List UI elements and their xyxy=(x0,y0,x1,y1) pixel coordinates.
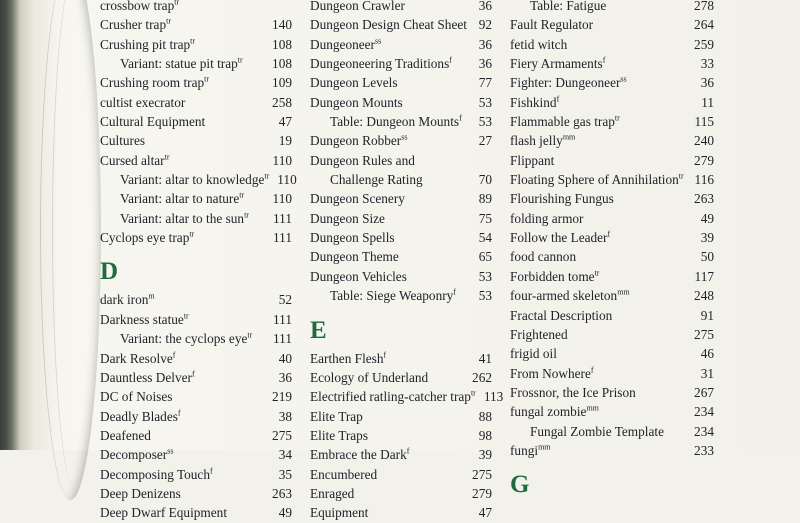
index-entry-page-number: 108 xyxy=(272,56,292,72)
index-entry-label: Variant: statue pit trap$^{tr}$ xyxy=(120,55,243,72)
index-entry-superscript: tr xyxy=(678,171,684,181)
index-entry[interactable] xyxy=(510,73,714,92)
index-entry-page-number: 34 xyxy=(278,447,292,463)
index-entry-page-number: 19 xyxy=(278,133,292,149)
index-entry[interactable] xyxy=(310,349,492,368)
index-entry[interactable] xyxy=(100,0,292,15)
index-entry-label: Deep Dwarf Equipment xyxy=(100,505,228,521)
index-entry-label: fetid witch xyxy=(510,36,568,52)
index-entry-page-number: 54 xyxy=(478,230,492,246)
index-entry-page-number: 234 xyxy=(694,423,714,439)
index-entry[interactable] xyxy=(100,426,292,445)
index-entry[interactable] xyxy=(100,54,292,73)
index-entry[interactable] xyxy=(310,387,504,406)
index-entry-label: Dark Resolve$^f$ xyxy=(100,350,176,366)
index-entry-label: Dungeon Robber$^{ss}$ xyxy=(310,132,408,149)
index-entry[interactable] xyxy=(100,310,292,329)
index-entry[interactable] xyxy=(510,286,714,305)
index-entry-label: Enraged xyxy=(310,485,355,501)
index-entry-label: Crushing pit trap$^{tr}$ xyxy=(100,36,196,52)
index-entry[interactable] xyxy=(510,364,714,383)
index-entry-label: Cultures xyxy=(100,133,146,149)
index-entry[interactable] xyxy=(310,426,492,445)
index-entry[interactable] xyxy=(310,209,492,228)
index-entry[interactable] xyxy=(510,344,714,363)
index-entry-label: Fighter: Dungeoneer$^{ss}$ xyxy=(510,74,627,91)
index-entry-superscript: f xyxy=(406,446,410,456)
index-entry[interactable] xyxy=(510,228,714,247)
index-entry-superscript: f xyxy=(383,350,387,360)
index-entry[interactable] xyxy=(310,465,492,484)
index-entry-label: folding armor xyxy=(510,210,584,226)
index-entry-label: Fungal Zombie Template xyxy=(530,423,664,439)
index-entry[interactable] xyxy=(510,441,714,460)
index-entry-page-number: 111 xyxy=(273,230,292,246)
index-entry[interactable] xyxy=(510,209,714,228)
index-entry-superscript: tr xyxy=(594,268,600,278)
index-entry-label: Decomposing Touch$^f$ xyxy=(100,466,213,482)
index-entry-superscript: mm xyxy=(586,403,599,413)
index-entry-label: Dungeon Design Cheat Sheet xyxy=(310,17,467,33)
index-entry-page-number: 36 xyxy=(478,56,492,72)
index-entry-label: four-armed skeleton$^{mm}$ xyxy=(510,287,630,304)
index-entry[interactable] xyxy=(310,73,492,92)
index-entry[interactable] xyxy=(100,15,292,34)
index-entry-superscript: tr xyxy=(166,16,171,26)
index-entry[interactable] xyxy=(310,93,492,112)
index-entry-page-number: 111 xyxy=(273,311,292,327)
index-entry-label: Equipment xyxy=(310,505,369,521)
index-entry-label: flash jelly$^{mm}$ xyxy=(510,132,576,149)
index-entry-page-number: 110 xyxy=(272,152,292,168)
index-entry[interactable] xyxy=(510,422,714,441)
index-entry-label: Fault Regulator xyxy=(510,17,594,33)
index-entry-label: Table: Fatigue xyxy=(530,0,607,13)
index-entry-label: Dungeoneer$^{ss}$ xyxy=(310,36,382,52)
index-entry[interactable] xyxy=(100,189,292,208)
index-entry-superscript: tr xyxy=(183,311,189,321)
index-entry-label: Decomposer$^{ss}$ xyxy=(100,446,174,463)
index-entry-label: Frightened xyxy=(510,326,568,342)
index-entry-page-number: 275 xyxy=(272,427,292,443)
index-entry-page-number: 116 xyxy=(694,172,714,188)
index-entry[interactable] xyxy=(100,151,292,170)
index-entry-superscript: f xyxy=(607,229,611,239)
index-entry-page-number: 219 xyxy=(272,389,292,405)
index-entry-label: From Nowhere$^f$ xyxy=(510,365,594,381)
index-entry-superscript: tr xyxy=(614,113,620,123)
index-entry-page-number: 98 xyxy=(478,427,492,443)
index-entry-superscript: tr xyxy=(189,229,195,239)
index-entry-page-number: 39 xyxy=(700,230,714,246)
index-entry-page-number: 36 xyxy=(278,369,292,385)
index-letter-heading: D xyxy=(100,258,119,286)
index-entry-label: Embrace the Dark$^f$ xyxy=(310,446,410,463)
index-entry-page-number: 258 xyxy=(272,94,292,110)
index-entry-superscript: mm xyxy=(538,442,551,452)
index-entry[interactable] xyxy=(100,209,292,228)
index-entry-page-number: 27 xyxy=(478,133,492,149)
index-entry[interactable] xyxy=(310,368,492,387)
index-entry[interactable] xyxy=(100,73,292,92)
index-entry[interactable] xyxy=(310,267,492,286)
index-entry-superscript: ss xyxy=(620,74,627,84)
index-entry-label: Dungeoneering Traditions$^f$ xyxy=(310,55,452,72)
index-entry-page-number: 92 xyxy=(478,17,492,33)
index-entry-page-number: 111 xyxy=(273,331,292,347)
index-entry-label: Variant: altar to knowledge$^{tr}$ xyxy=(120,171,270,188)
index-entry[interactable] xyxy=(100,228,292,247)
index-entry-label: dark iron$^m$ xyxy=(100,292,155,308)
index-entry-page-number: 53 xyxy=(478,114,492,130)
index-entry-label: Darkness statue$^{tr}$ xyxy=(100,311,189,327)
index-entry-superscript: f xyxy=(602,55,606,65)
index-entry-page-number: 39 xyxy=(478,447,492,463)
index-entry[interactable] xyxy=(510,112,714,131)
index-entry-label: Dungeon Vehicles xyxy=(310,268,407,284)
index-entry-page-number: 31 xyxy=(700,365,714,381)
index-entry[interactable] xyxy=(310,0,492,15)
index-entry-page-number: 263 xyxy=(272,485,292,501)
index-entry-page-number: 117 xyxy=(694,268,714,284)
index-entry-page-number: 53 xyxy=(478,288,492,304)
index-entry-superscript: tr xyxy=(239,191,245,201)
index-entry-page-number: 40 xyxy=(278,350,292,366)
index-entry[interactable] xyxy=(310,15,492,34)
index-entry-superscript: ss xyxy=(167,446,174,456)
index-entry-label: Crusher trap$^{tr}$ xyxy=(100,16,171,33)
index-entry-page-number: 36 xyxy=(700,75,714,91)
index-entry-superscript: f xyxy=(453,287,456,297)
index-entry-page-number: 36 xyxy=(478,36,492,52)
index-entry-page-number: 275 xyxy=(694,326,714,342)
index-entry-label: Variant: altar to the sun$^{tr}$ xyxy=(120,210,249,226)
index-entry[interactable] xyxy=(310,170,492,189)
index-entry-label: Dauntless Delver$^f$ xyxy=(100,369,195,385)
index-letter-heading: E xyxy=(310,316,327,344)
index-entry[interactable] xyxy=(100,349,292,368)
index-entry-page-number: 88 xyxy=(478,408,492,424)
index-entry-page-number: 275 xyxy=(472,466,492,482)
index-entry-label: Deep Denizens xyxy=(100,485,181,501)
index-entry[interactable] xyxy=(100,131,292,150)
index-entry-page-number: 279 xyxy=(694,152,714,168)
index-entry-label: Flammable gas trap$^{tr}$ xyxy=(510,113,620,130)
index-entry[interactable] xyxy=(310,228,492,247)
index-entry-superscript: tr xyxy=(244,210,249,220)
index-entry-superscript: f xyxy=(459,113,462,123)
index-entry-label: Follow the Leader$^f$ xyxy=(510,229,611,246)
index-entry-superscript: f xyxy=(191,369,195,379)
index-entry[interactable] xyxy=(510,15,714,34)
index-entry-label: Frossnor, the Ice Prison xyxy=(510,384,636,400)
index-entry-superscript: tr xyxy=(190,36,196,46)
index-entry-page-number: 264 xyxy=(694,17,714,33)
index-entry-page-number: 49 xyxy=(700,210,714,226)
index-entry[interactable] xyxy=(100,445,292,464)
index-entry[interactable] xyxy=(100,465,292,484)
index-entry-label: Dungeon Theme xyxy=(310,249,399,265)
index-entry-label: Crushing room trap$^{tr}$ xyxy=(100,74,210,91)
index-entry-page-number: 52 xyxy=(278,292,292,308)
index-entry-superscript: tr xyxy=(264,171,270,181)
index-entry[interactable] xyxy=(100,368,292,387)
index-entry-label: Dungeon Rules and xyxy=(310,152,415,168)
index-entry-superscript: tr xyxy=(174,0,180,7)
index-entry-label: Dungeon Size xyxy=(310,210,385,226)
index-entry-page-number: 70 xyxy=(478,172,492,188)
index-entry-label: Dungeon Mounts xyxy=(310,94,403,110)
index-entry-page-number: 233 xyxy=(694,442,714,458)
index-entry[interactable] xyxy=(100,112,292,131)
index-entry-superscript: f xyxy=(177,408,181,418)
index-entry-superscript: ss xyxy=(374,36,382,46)
index-entry-page-number: 278 xyxy=(694,0,714,13)
index-entry-page-number: 113 xyxy=(483,389,504,405)
index-entry[interactable] xyxy=(510,0,714,15)
index-column-3 xyxy=(500,0,800,499)
index-entry-page-number: 46 xyxy=(700,346,714,362)
index-entry-label: crossbow trap$^{tr}$ xyxy=(100,0,179,15)
index-entry-superscript: f xyxy=(210,466,213,476)
index-entry-label: Deafened xyxy=(100,427,151,443)
index-entry-label: Dungeon Spells xyxy=(310,230,395,246)
index-entry-superscript: mm xyxy=(617,287,630,297)
index-entry-label: Flippant xyxy=(510,152,555,168)
index-entry[interactable] xyxy=(100,503,292,522)
index-entry[interactable] xyxy=(310,54,492,73)
index-entry[interactable] xyxy=(100,329,292,348)
index-entry-label: Cultural Equipment xyxy=(100,114,206,130)
index-entry-superscript: tr xyxy=(164,152,170,162)
index-entry[interactable] xyxy=(510,189,714,208)
index-entry-page-number: 111 xyxy=(273,210,292,226)
index-entry-label: Fractal Description xyxy=(510,307,613,323)
index-entry-label: Dungeon Levels xyxy=(310,75,398,91)
index-entry-page-number: 75 xyxy=(478,210,492,226)
index-entry-label: Cursed altar$^{tr}$ xyxy=(100,152,170,168)
index-entry[interactable] xyxy=(510,383,714,402)
index-column-2 xyxy=(300,0,504,521)
index-entry-label: Dungeon Crawler xyxy=(310,0,405,13)
index-entry-label: Challenge Rating xyxy=(330,172,423,188)
index-entry-page-number: 47 xyxy=(278,114,292,130)
index-entry[interactable] xyxy=(100,290,292,309)
index-entry-label: Dungeon Scenery xyxy=(310,191,405,207)
index-entry-page-number: 267 xyxy=(694,384,714,400)
index-entry[interactable] xyxy=(510,267,714,286)
index-entry-label: Fiery Armaments$^f$ xyxy=(510,55,606,72)
index-entry-page-number: 110 xyxy=(277,172,297,188)
index-entry-label: Forbidden tome$^{tr}$ xyxy=(510,268,600,284)
index-entry[interactable] xyxy=(100,35,292,54)
index-entry-label: Flourishing Fungus xyxy=(510,191,614,207)
index-entry[interactable] xyxy=(310,286,492,305)
index-entry-superscript: f xyxy=(172,350,176,360)
index-entry-page-number: 279 xyxy=(472,485,492,501)
index-entry-label: Deadly Blades$^f$ xyxy=(100,408,181,424)
index-entry-page-number: 240 xyxy=(694,133,714,149)
index-entry[interactable] xyxy=(310,503,492,522)
index-entry-page-number: 108 xyxy=(272,36,292,52)
index-entry-superscript: tr xyxy=(247,330,253,340)
index-entry-superscript: tr xyxy=(237,55,243,65)
index-entry[interactable] xyxy=(310,131,492,150)
index-entry-label: Fishkind$^f$ xyxy=(510,94,560,110)
index-entry[interactable] xyxy=(510,247,714,266)
index-entry-superscript: m xyxy=(148,292,155,302)
index-entry[interactable] xyxy=(510,325,714,344)
index-entry[interactable] xyxy=(510,131,714,150)
index-entry-page-number: 89 xyxy=(478,191,492,207)
index-entry[interactable] xyxy=(510,54,714,73)
index-entry-page-number: 36 xyxy=(478,0,492,13)
index-entry-page-number: 65 xyxy=(478,249,492,265)
index-entry-page-number: 109 xyxy=(272,75,292,91)
index-entry-page-number: 259 xyxy=(694,36,714,52)
index-entry[interactable] xyxy=(310,189,492,208)
index-entry-superscript: tr xyxy=(470,388,476,398)
index-entry-superscript: f xyxy=(449,55,452,65)
index-entry[interactable] xyxy=(510,151,714,170)
index-entry-label: DC of Noises xyxy=(100,389,173,405)
index-entry-page-number: 110 xyxy=(272,191,292,207)
index-entry-page-number: 248 xyxy=(694,288,714,304)
index-entry-label: Variant: the cyclops eye$^{tr}$ xyxy=(120,330,253,347)
index-entry[interactable] xyxy=(310,112,492,131)
index-entry[interactable] xyxy=(510,402,714,421)
index-entry-label: cultist execrator xyxy=(100,94,186,110)
index-entry-label: Ecology of Underland xyxy=(310,369,429,385)
index-entry-page-number: 11 xyxy=(701,94,714,110)
index-entry[interactable] xyxy=(100,484,292,503)
index-entry-label: Electrified ratling-catcher trap$^{tr}$ xyxy=(310,388,476,405)
index-entry-superscript: f xyxy=(556,94,560,104)
index-entry-label: Table: Siege Weaponry$^f$ xyxy=(330,287,456,304)
index-entry-page-number: 234 xyxy=(694,404,714,420)
index-entry[interactable] xyxy=(100,170,297,189)
index-entry[interactable] xyxy=(510,35,714,54)
index-entry-page-number: 35 xyxy=(278,466,292,482)
index-entry[interactable] xyxy=(310,484,492,503)
index-entry-label: Elite Traps xyxy=(310,427,368,443)
index-entry-page-number: 262 xyxy=(472,369,492,385)
index-entry-page-number: 50 xyxy=(700,249,714,265)
index-entry[interactable] xyxy=(310,445,492,464)
index-entry[interactable] xyxy=(100,93,292,112)
index-entry-superscript: mm xyxy=(562,132,576,142)
index-entry-label: Elite Trap xyxy=(310,408,363,424)
index-entry[interactable] xyxy=(310,151,492,170)
index-entry-page-number: 53 xyxy=(478,268,492,284)
index-entry-label: Earthen Flesh$^f$ xyxy=(310,350,387,366)
index-entry-label: Encumbered xyxy=(310,466,378,482)
index-entry-page-number: 47 xyxy=(478,505,492,521)
index-entry-page-number: 91 xyxy=(700,307,714,323)
index-entry-label: fungi$^{mm}$ xyxy=(510,442,551,458)
index-column-1 xyxy=(0,0,300,521)
index-entry-label: Table: Dungeon Mounts$^f$ xyxy=(330,113,462,130)
index-entry-page-number: 53 xyxy=(478,94,492,110)
index-letter-heading: G xyxy=(510,471,530,499)
index-entry[interactable] xyxy=(310,247,492,266)
index-entry-label: frigid oil xyxy=(510,346,557,362)
index-entry[interactable] xyxy=(310,407,492,426)
index-entry-superscript: f xyxy=(590,365,594,375)
index-entry-page-number: 41 xyxy=(478,350,492,366)
index-entry[interactable] xyxy=(100,387,292,406)
index-entry[interactable] xyxy=(510,93,714,112)
index-entry-page-number: 33 xyxy=(700,56,714,72)
index-entry-page-number: 115 xyxy=(694,114,714,130)
index-entry-page-number: 263 xyxy=(694,191,714,207)
index-entry-page-number: 140 xyxy=(272,17,292,33)
index-entry[interactable] xyxy=(100,407,292,426)
index-entry-label: fungal zombie$^{mm}$ xyxy=(510,403,599,420)
index-entry-superscript: ss xyxy=(401,132,408,142)
index-entry-label: Variant: altar to nature$^{tr}$ xyxy=(120,191,245,207)
index-entry-label: Floating Sphere of Annihilation$^{tr}$ xyxy=(510,171,684,188)
index-entry-page-number: 77 xyxy=(478,75,492,91)
index-entry[interactable] xyxy=(310,35,492,54)
index-entry[interactable] xyxy=(510,306,714,325)
index-entry-superscript: tr xyxy=(204,74,210,84)
index-entry-page-number: 49 xyxy=(278,505,292,521)
index-entry-page-number: 38 xyxy=(278,408,292,424)
index-entry-label: food cannon xyxy=(510,249,577,265)
index-entry[interactable] xyxy=(510,170,714,189)
index-entry-label: Cyclops eye trap$^{tr}$ xyxy=(100,229,195,246)
